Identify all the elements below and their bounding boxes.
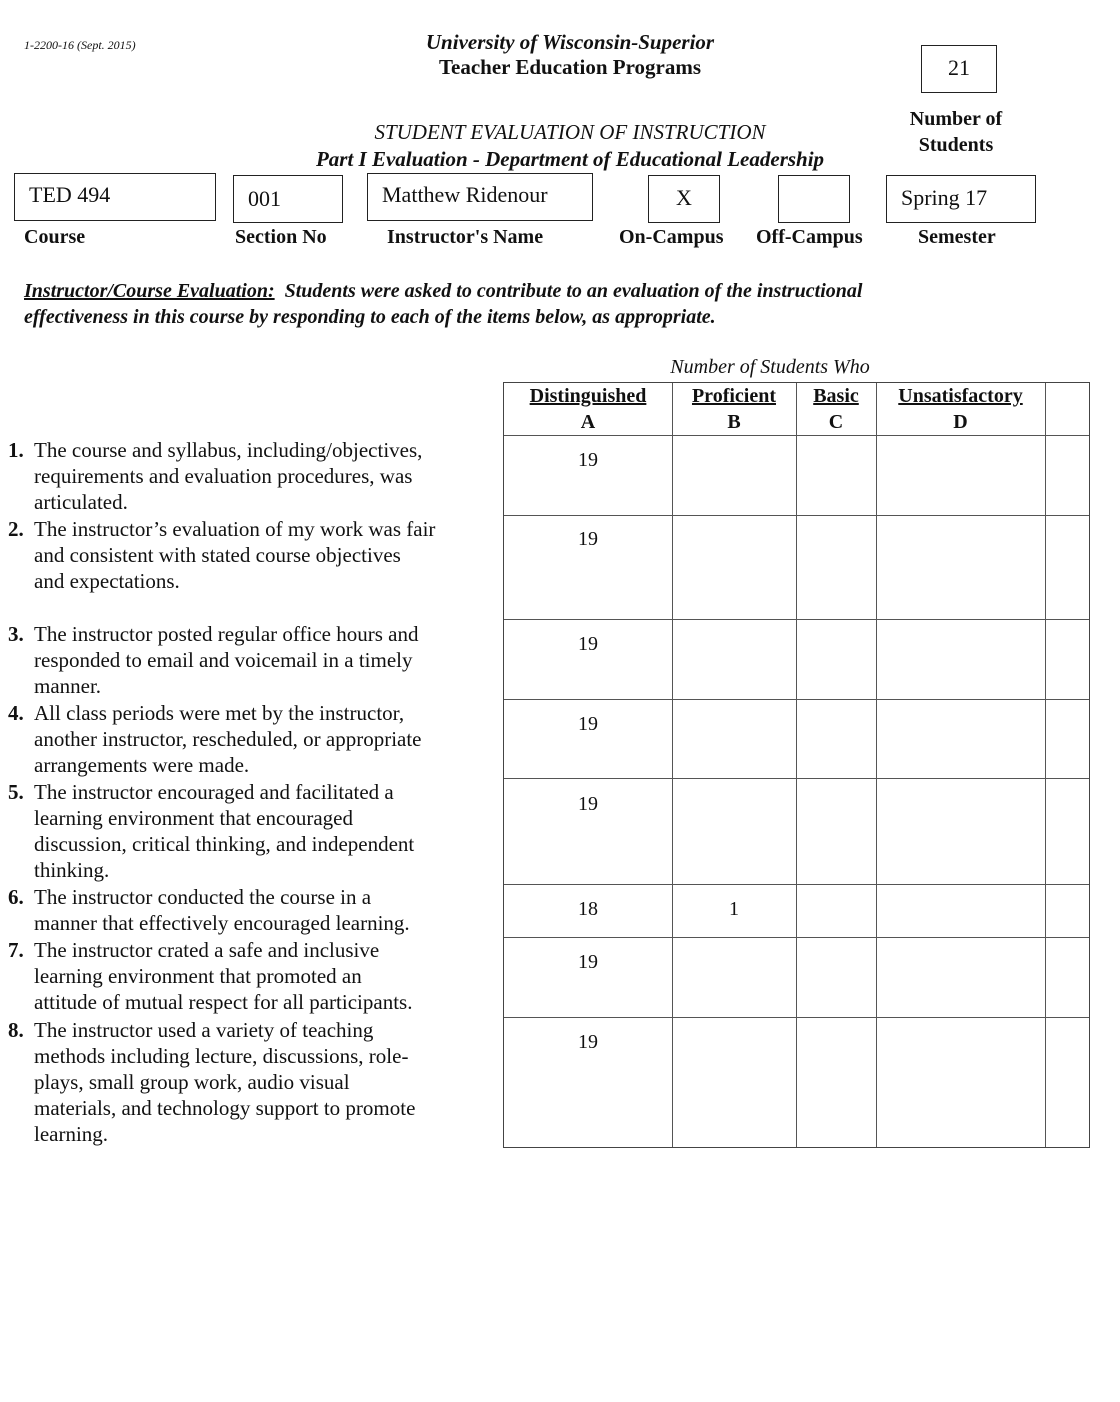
rating-grid [503, 382, 1090, 1148]
form-title: STUDENT EVALUATION OF INSTRUCTION [374, 120, 766, 144]
number-of-students-label-line2: Students [918, 134, 994, 156]
question-5 [8, 779, 498, 883]
instructions-line2: effectiveness in this course by responding to each of the items below, as appropriate. [24, 306, 716, 328]
column-header-distinguished [504, 383, 672, 435]
grid-hline [504, 515, 1089, 516]
question-1 [8, 437, 498, 515]
question-line: learning environment that encouraged [34, 806, 353, 830]
column-letter: B [727, 411, 741, 433]
form-subtitle: Part I Evaluation - Department of Educational Leadership [315, 147, 825, 171]
university-name: University of Wisconsin-Superior [425, 30, 715, 54]
instructor-label: Instructor's Name [387, 226, 544, 248]
cell-a: 19 [578, 951, 598, 973]
course-field: TED 494 [14, 173, 216, 221]
grid-vline [876, 383, 877, 1147]
section-field: 001 [233, 175, 343, 223]
off-campus-label: Off-Campus [756, 226, 863, 248]
column-name: Basic [813, 385, 859, 407]
question-number: 6. [8, 885, 24, 909]
question-line: methods including lecture, discussions, role- [34, 1044, 409, 1068]
grid-hline [504, 1017, 1089, 1018]
question-number: 3. [8, 622, 24, 646]
semester-field: Spring 17 [886, 175, 1036, 223]
question-number: 5. [8, 780, 24, 804]
question-6 [8, 884, 498, 936]
number-of-students-label [880, 106, 1032, 158]
off-campus-box [778, 175, 850, 223]
question-number: 7. [8, 938, 24, 962]
question-line: The instructor encouraged and facilitated a [34, 780, 394, 804]
question-8 [8, 1017, 498, 1147]
question-4 [8, 700, 498, 778]
cell-b: 1 [729, 898, 739, 920]
question-number: 1. [8, 438, 24, 462]
question-line: learning. [34, 1122, 109, 1146]
form-code: 1-2200-16 (Sept. 2015) [24, 38, 136, 52]
cell-a: 19 [578, 449, 598, 471]
table-caption: Number of Students Who [670, 356, 870, 378]
question-line: attitude of mutual respect for all participants. [34, 990, 413, 1014]
question-line: The instructor crated a safe and inclusive [34, 938, 380, 962]
grid-hline [504, 884, 1089, 885]
question-line: another instructor, rescheduled, or appropriate [34, 727, 422, 751]
grid-vline [672, 383, 673, 1147]
column-letter: C [828, 411, 844, 433]
question-line: materials, and technology support to promote [34, 1096, 416, 1120]
question-line: The instructor’s evaluation of my work was fair [34, 517, 436, 541]
cell-a: 19 [578, 528, 598, 550]
number-of-students-label-line1: Number of [909, 108, 1003, 130]
cell-a: 19 [578, 633, 598, 655]
question-3 [8, 621, 498, 699]
cell-a: 19 [578, 713, 598, 735]
question-line: and expectations. [34, 569, 180, 593]
question-line: thinking. [34, 858, 110, 882]
column-letter: D [953, 411, 968, 433]
number-of-students-box: 21 [921, 45, 997, 93]
question-line: manner. [34, 674, 102, 698]
instructions-text1: Students were asked to contribute to an evaluation of the instructional [284, 280, 863, 302]
question-line: The course and syllabus, including/objectives, [34, 438, 423, 462]
grid-hline [504, 699, 1089, 700]
question-number: 2. [8, 517, 24, 541]
grid-vline [796, 383, 797, 1147]
cell-a: 19 [578, 1031, 598, 1053]
question-line: plays, small group work, audio visual [34, 1070, 350, 1094]
question-7 [8, 937, 498, 1015]
grid-hline [504, 937, 1089, 938]
question-number: 4. [8, 701, 24, 725]
question-line: learning environment that promoted an [34, 964, 362, 988]
semester-label: Semester [918, 226, 996, 248]
question-line: The instructor used a variety of teaching [34, 1018, 374, 1042]
instructions-lead: Instructor/Course Evaluation: [24, 280, 275, 302]
column-name: Unsatisfactory [898, 385, 1023, 407]
cell-a: 18 [578, 898, 598, 920]
grid-vline [1045, 383, 1046, 1147]
question-line: requirements and evaluation procedures, was [34, 464, 413, 488]
question-line: responded to email and voicemail in a timely [34, 648, 413, 672]
question-line: articulated. [34, 490, 128, 514]
question-line: The instructor conducted the course in a [34, 885, 372, 909]
question-line: discussion, critical thinking, and independent [34, 832, 415, 856]
grid-hline [504, 435, 1089, 436]
column-header-unsatisfactory [876, 383, 1045, 435]
question-line: The instructor posted regular office hours and [34, 622, 419, 646]
question-line: and consistent with stated course objectives [34, 543, 401, 567]
column-name: Proficient [691, 385, 777, 407]
column-letter: A [580, 411, 596, 433]
column-header-proficient [672, 383, 796, 435]
column-header-basic [796, 383, 876, 435]
question-2 [8, 516, 498, 594]
column-name: Distinguished [529, 385, 647, 407]
on-campus-box: X [648, 175, 720, 223]
section-label: Section No [235, 226, 327, 248]
program-name: Teacher Education Programs [438, 55, 702, 79]
instructions [24, 278, 1104, 330]
question-line: arrangements were made. [34, 753, 250, 777]
grid-hline [504, 778, 1089, 779]
cell-a: 19 [578, 793, 598, 815]
question-number: 8. [8, 1018, 24, 1042]
instructions-line1 [24, 278, 1104, 304]
instructor-field: Matthew Ridenour [367, 173, 593, 221]
question-line: manner that effectively encouraged learning. [34, 911, 410, 935]
on-campus-label: On-Campus [619, 226, 724, 248]
question-line: All class periods were met by the instructor, [34, 701, 405, 725]
course-label: Course [24, 226, 86, 248]
grid-hline [504, 619, 1089, 620]
